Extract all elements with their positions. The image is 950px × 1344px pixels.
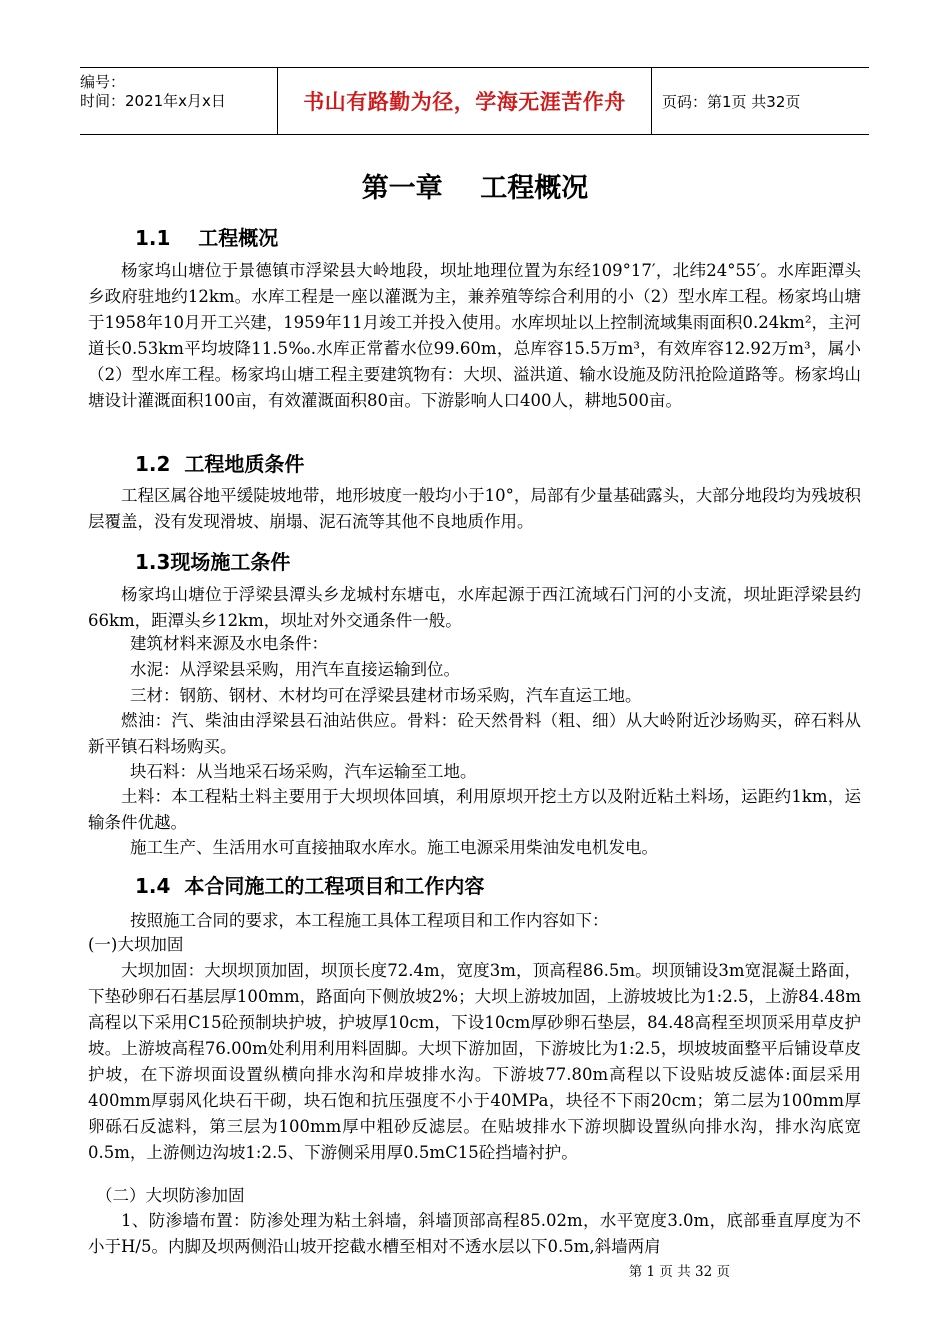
rock-source: 块石料：从当地采石场采购，汽车运输至工地。 [130, 762, 477, 781]
section-heading-1-2: 1.2 工程地质条件 [135, 452, 305, 476]
dam-reinforcement-body: 大坝加固：大坝坝顶加固，坝顶长度72.4m，宽度3m，顶高程86.5m。坝顶铺设3m宽混凝土路面，下垫砂卵石石基层厚100mm，路面向下侧放坡2%；大坝上游坡加固，上游坡坡比为1:2.5，上游84.48m高程以下采用C15砼预制块护坡，护坡厚10cm，下设10cm厚砂卵石垫层，84.48高程至坝顶采用草皮护坡。上游坡高程76.00m处利用利用料固脚。大坝下游加固，下游坡比为1:2.5，坝坡坡面整平后铺设草皮护坡，在下游坝面设置纵横向排水沟和岸坡排水沟。下游坡77.80m高程以下设贴坡反滤体:面层采用400mm厚弱风化块石干砌，块石饱和抗压强度不小于40MPa，块径不下雨20cm；第二层为100mm厚卵砾石反滤料，第三层为100mm厚中粗砂反滤层。在贴坡排水下游坝脚设置纵向排水沟，排水沟底宽0.5m，上游侧边沟坡1:2.5、下游侧采用厚0.5mC15砼挡墙衬护。 [88, 961, 861, 1162]
page-footer: 第 1 页 共 32 页 [628, 1264, 730, 1280]
section-heading-1-1: 1.1 工程概况 [135, 226, 279, 250]
subsection-dam-reinforcement: (一)大坝加固 [88, 935, 184, 954]
section-1-3-body: 杨家坞山塘位于浮梁县潭头乡龙城村东塘屯，水库起源于西江流域石门河的小支流，坝址距浮梁县约66km，距潭头乡12km，坝址对外交通条件一般。 [88, 585, 861, 630]
materials-intro: 建筑材料来源及水电条件： [130, 634, 328, 653]
section-1-1-body: 杨家坞山塘位于景德镇市浮梁县大岭地段，坝址地理位置为东经109°17′，北纬24°55′。水库距潭头乡政府驻地约12km。水库工程是一座以灌溉为主，兼养殖等综合利用的小（2）型水库工程。杨家坞山塘于1958年10月开工兴建，1959年11月竣工并投入使用。水库坝址以上控制流域集雨面积0.24km²，主河道长0.53km平均坡降11.5‰.水库正常蓄水位99.60m，总库容15.5万m³，有效库容12.92万m³，属小（2）型水库工程。杨家坞山塘工程主要建筑物有：大坝、溢洪道、输水设施及防汛抢险道路等。杨家坞山塘设计灌溉面积100亩，有效灌溉面积80亩。下游影响人口400人，耕地500亩。 [88, 261, 861, 410]
page-header [80, 67, 869, 135]
section-heading-1-3: 1.3现场施工条件 [135, 550, 291, 574]
header-motto: 书山有路勤为径，学海无涯苦作舟 [277, 68, 652, 134]
section-1-4-intro: 按照施工合同的要求，本工程施工具体工程项目和工作内容如下： [130, 911, 609, 930]
section-1-2-body: 工程区属谷地平缓陡坡地带，地形坡度一般均小于10°，局部有少量基础露头，大部分地段均为残坡积层覆盖，没有发现滑坡、崩塌、泥石流等其他不良地质作用。 [88, 486, 861, 531]
chapter-title: 第一章 工程概况 [361, 173, 589, 204]
header-meta [80, 68, 277, 134]
subsection-dam-seepage: （二）大坝防渗加固 [96, 1186, 245, 1205]
fuel-aggregate-source: 燃油：汽、柴油由浮梁县石油站供应。骨料：砼天然骨料（粗、细）从大岭附近沙场购买，碎石料从新平镇石料场购买。 [88, 711, 861, 756]
three-materials-source: 三材：钢筋、钢材、木材均可在浮梁县建材市场采购，汽车直运工地。 [130, 686, 642, 705]
water-power-source: 施工生产、生活用水可直接抽取水库水。施工电源采用柴油发电机发电。 [130, 838, 658, 857]
section-heading-1-4: 1.4 本合同施工的工程项目和工作内容 [135, 874, 485, 898]
cement-source: 水泥：从浮梁县采购，用汽车直接运输到位。 [130, 660, 460, 679]
header-page-info: 页码：第1页 共32页 [662, 92, 801, 111]
soil-source: 土料：本工程粘土料主要用于大坝坝体回填，利用原坝开挖土方以及附近粘土料场，运距约1km，运输条件优越。 [88, 787, 861, 832]
document-date: 时间：2021年x月x日 [80, 92, 226, 110]
dam-seepage-body: 1、防渗墙布置：防渗处理为粘土斜墙，斜墙顶部高程85.02m，水平宽度3.0m，底部垂直厚度为不小于H/5。内脚及坝两侧沿山坡开挖截水槽至相对不透水层以下0.5m,斜墙两肩 [88, 1211, 861, 1256]
document-number-label: 编号： [80, 73, 126, 91]
